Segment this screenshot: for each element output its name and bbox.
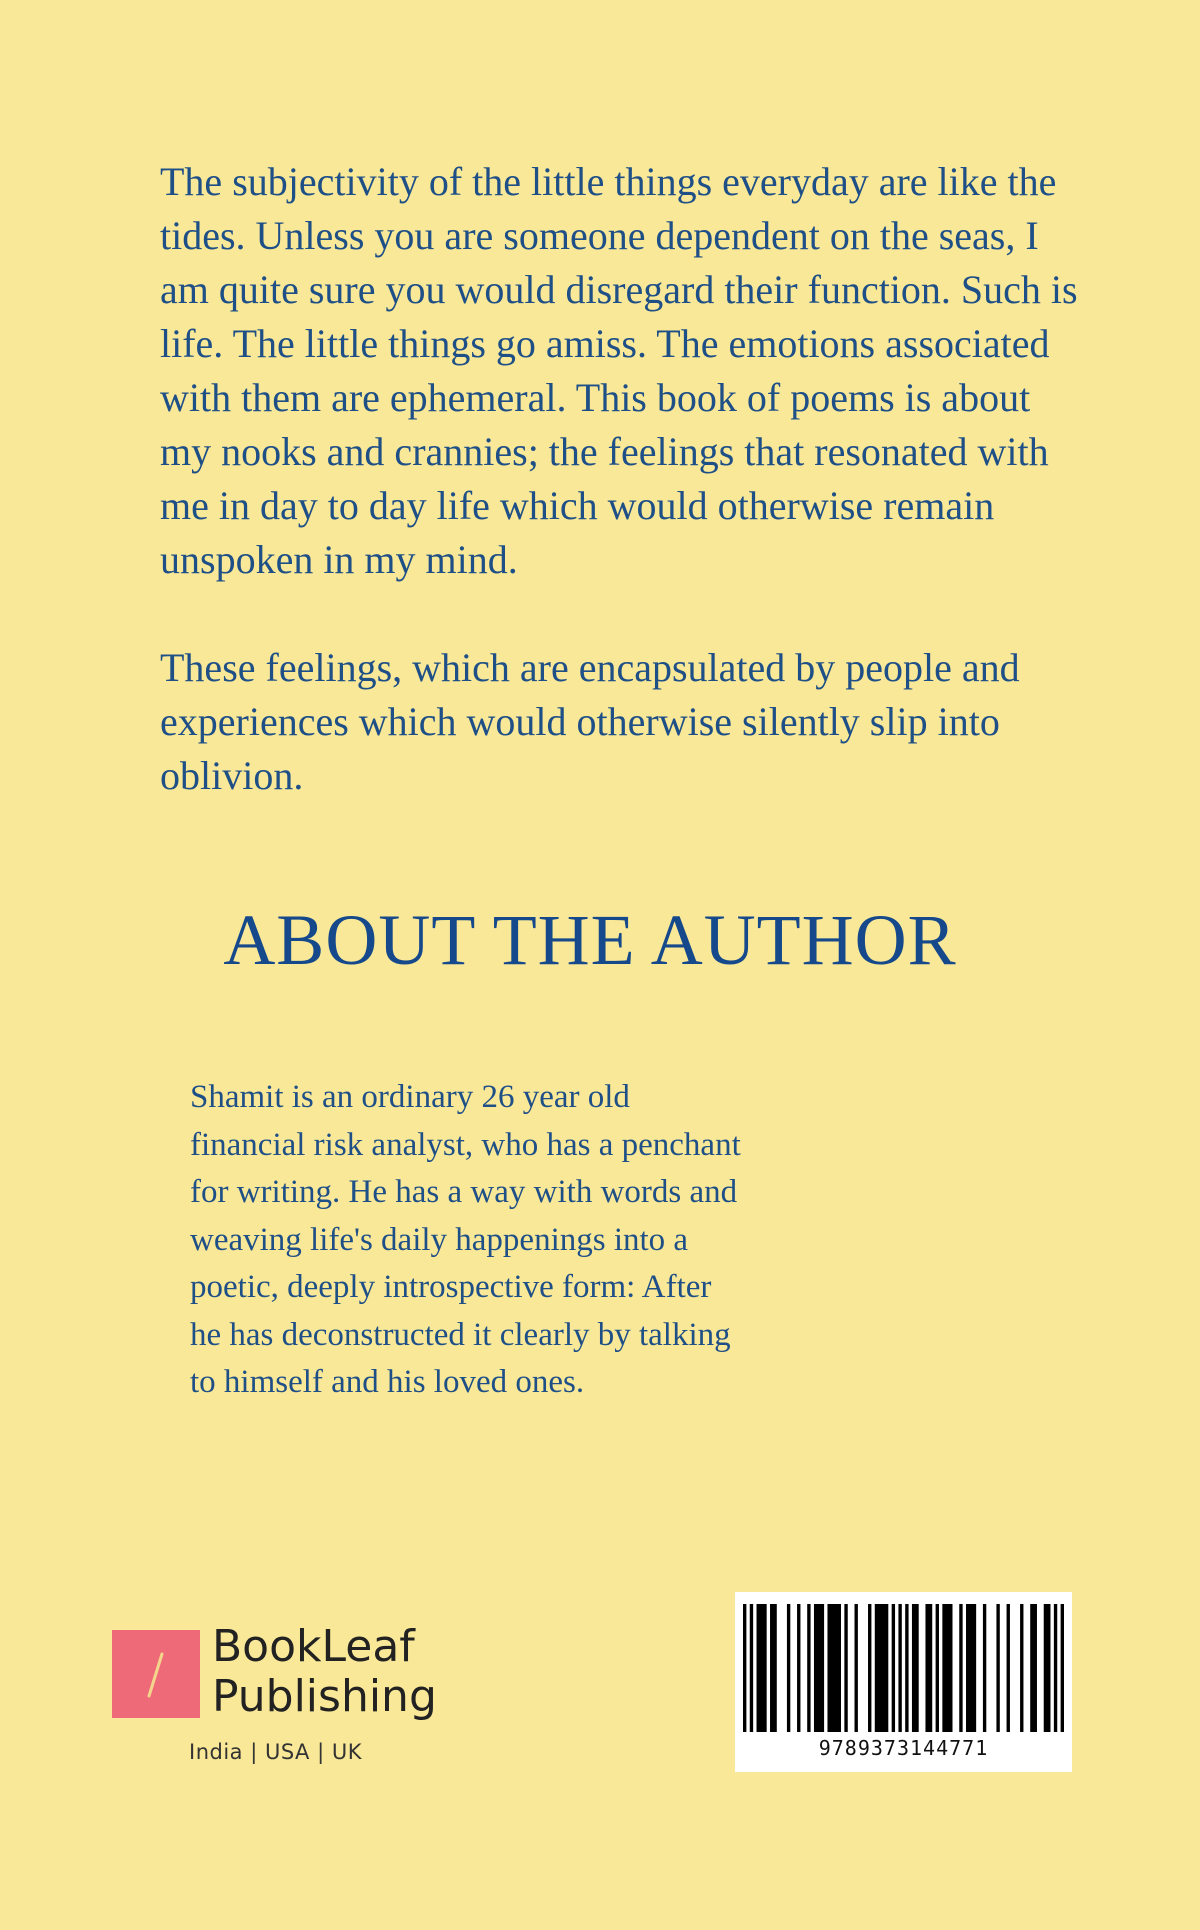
barcode-bar [757,1604,767,1732]
barcode-bar [892,1604,895,1732]
barcode-bar [925,1604,932,1732]
publisher-name-line-2: Publishing [212,1671,437,1722]
barcode-bar [797,1604,800,1732]
barcode-bar [787,1604,790,1732]
publisher-mark [112,1630,200,1718]
isbn-number: 9789373144771 [818,1736,989,1760]
barcode-bar [1020,1604,1023,1732]
barcode-bar [855,1604,858,1732]
barcode-bar [844,1604,847,1732]
barcode-bar [1044,1604,1051,1732]
blurb-paragraph-2: These feelings, which are encapsulated by people and experiences which would otherwise silently slip into oblivion. [160,645,1020,798]
barcode-bar [936,1604,939,1732]
barcode-bar [983,1604,986,1732]
publisher-name-line-1: BookLeaf [212,1621,415,1672]
publisher-logo [112,1621,452,1780]
blurb-paragraph-1: The subjectivity of the little things everyday are like the tides. Unless you are someone dependent on the seas, I am quite sure you would disregard their function. Such is life. The little things go amiss. The emotions associated with them are ephemeral. This book of poems is about my nooks and crannies; the feelings that resonated with me in day to day life which would otherwise remain unspoken in my mind. [160,159,1078,582]
barcode-bar [959,1604,962,1732]
book-blurb [160,155,1080,803]
about-author-heading: ABOUT THE AUTHOR [223,900,957,980]
barcode-bar [814,1604,824,1732]
barcode-bar [770,1604,777,1732]
barcode-bars [735,1592,1072,1732]
barcode-bar [912,1604,919,1732]
barcode-bar [750,1604,753,1732]
barcode-bar [743,1604,746,1732]
barcode-bar [996,1604,999,1732]
publisher-name [212,1622,437,1722]
barcode-bar [1007,1604,1010,1732]
barcode-bar [1030,1604,1037,1732]
barcode-bar [966,1604,976,1732]
barcode-bar [942,1604,952,1732]
isbn-barcode [735,1592,1072,1772]
barcode-bar [875,1604,889,1732]
barcode-bar [1061,1604,1064,1732]
author-bio: Shamit is an ordinary 26 year old financial risk analyst, who has a penchant for writing. He has a way with words and weaving life's daily happenings into a poetic, deeply introspective form: After he has deconstructed it clearly by talking to himself and his loved ones. [190,1079,741,1400]
barcode-bar [827,1604,841,1732]
slash-icon [112,1630,200,1718]
barcode-bar [868,1604,871,1732]
barcode-bar [807,1604,810,1732]
barcode-bar [905,1604,908,1732]
barcode-bar [1054,1604,1057,1732]
publisher-regions: India | USA | UK [189,1740,362,1764]
barcode-bar [898,1604,901,1732]
